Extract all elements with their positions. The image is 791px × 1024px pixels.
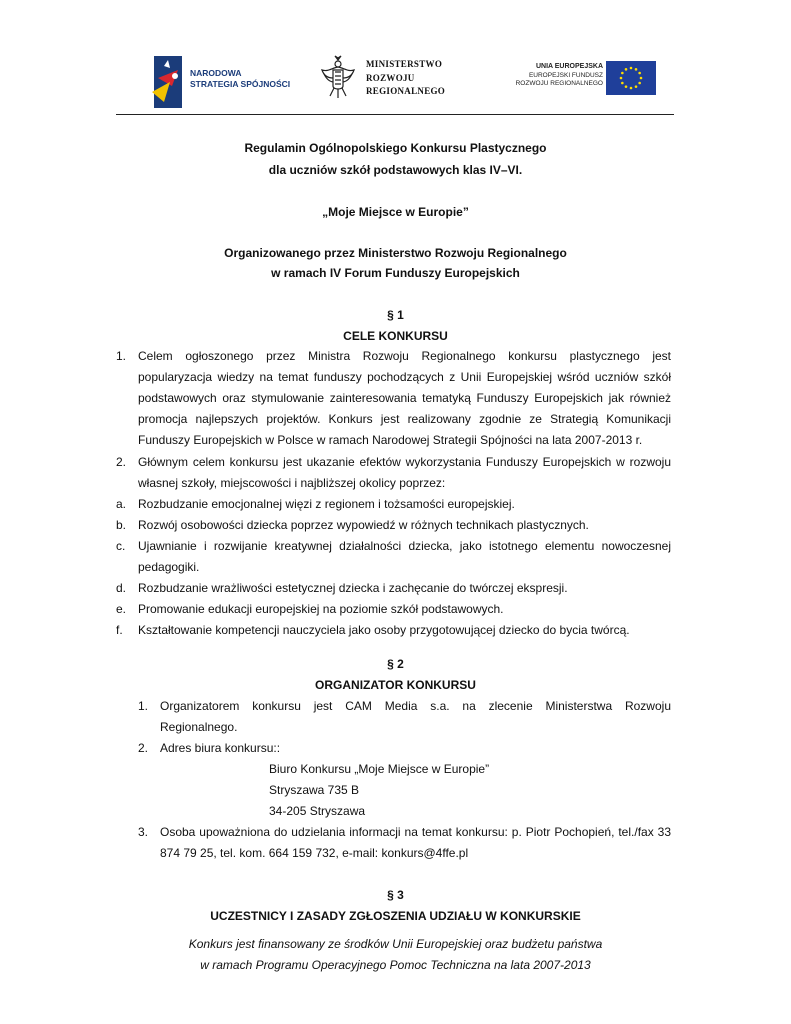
ministry-logo <box>318 54 478 102</box>
eu-line1: UNIA EUROPEJSKA <box>535 63 603 70</box>
s2-item3-line1: Osoba upoważniona do udzielania informacji na temat konkursu: p. Piotr Pochopień, tel./fax 33 <box>160 825 671 839</box>
s2-item3-number: 3. <box>138 825 149 839</box>
s2-item2-text: Adres biura konkursu:: <box>160 741 281 755</box>
nss-line2: STRATEGIA SPÓJNOŚCI <box>190 79 291 89</box>
s1-item1-number: 1. <box>116 349 127 363</box>
eu-logo-text <box>515 63 603 89</box>
nss-logo <box>148 52 291 112</box>
eu-star-icon <box>638 72 641 75</box>
s1-item1-line5: Funduszy Europejskich w Polsce w ramach Narodowej Strategii Spójności na lata 2007-2013 r. <box>138 433 643 447</box>
eagle-emblem-icon <box>318 54 358 100</box>
nss-line1: NARODOWA <box>190 68 242 78</box>
ministry-line3: REGIONALNEGO <box>366 86 446 96</box>
s1-item2-line1: Głównym celem konkursu jest ukazanie efektów wykorzystania Funduszy Europejskich w rozwoju <box>138 455 671 469</box>
eu-line3: ROZWOJU REGIONALNEGO <box>515 80 603 87</box>
eu-star-icon <box>630 87 633 90</box>
s1-sub-c-line2: pedagogiki. <box>138 560 200 574</box>
eu-line2: EUROPEJSKI FUNDUSZ <box>528 71 603 79</box>
s1-item2-number: 2. <box>116 455 127 469</box>
section2-symbol: § 2 <box>387 657 404 671</box>
s1-sub-d-text: Rozbudzanie wrażliwości estetycznej dziecka i zachęcanie do twórczej ekspresji. <box>138 581 568 595</box>
eu-star-icon <box>638 82 641 85</box>
s1-item1-line3: podstawowych oraz stymulowanie zainteresowania tematyką Funduszy Europejskich jak również <box>138 391 671 405</box>
title-motto: „Moje Miejsce w Europie” <box>322 205 469 219</box>
ministry-line2: ROZWOJU <box>366 72 415 83</box>
eu-star-icon <box>621 72 624 75</box>
s1-sub-b-letter: b. <box>116 518 127 532</box>
ministry-logo-text <box>366 58 445 99</box>
section1-heading: CELE KONKURSU <box>343 329 448 343</box>
footer-line2: w ramach Programu Operacyjnego Pomoc Techniczna na lata 2007-2013 <box>200 958 591 972</box>
section2-heading: ORGANIZATOR KONKURSU <box>315 678 476 692</box>
section1-symbol: § 1 <box>387 308 404 322</box>
s1-sub-f-letter: f. <box>116 623 123 637</box>
s1-sub-a-text: Rozbudzanie emocjonalnej więzi z regionem i tożsamości europejskiej. <box>138 497 515 511</box>
eu-flag-icon <box>606 61 656 95</box>
footer-line1: Konkurs jest finansowany ze środków Unii Europejskiej oraz budżetu państwa <box>188 937 603 951</box>
eu-star-icon <box>635 68 638 71</box>
s1-item1-line2: popularyzacja wiedzy na temat funduszy pochodzących z Unii Europejskiej wśród uczniów szkół <box>138 370 671 384</box>
s1-item1-line1: Celem ogłoszonego przez Ministra Rozwoju Regionalnego konkursu plastycznego jest <box>138 349 671 363</box>
s1-item1-line4: promocja najlepszych projektów. Konkurs jest realizowany zgodnie ze Strategią Komunikacji <box>138 412 671 426</box>
s2-item1-line2: Regionalnego. <box>160 720 238 734</box>
office-address-line3: 34-205 Stryszawa <box>269 804 366 818</box>
title-line2: dla uczniów szkół podstawowych klas IV–VI. <box>268 163 523 177</box>
organizer-line2: w ramach IV Forum Funduszy Europejskich <box>271 266 520 280</box>
s1-sub-b-text: Rozwój osobowości dziecka poprzez wypowiedź w różnych technikach plastycznych. <box>138 518 589 532</box>
eu-star-icon <box>630 67 633 70</box>
s2-item1-line1: Organizatorem konkursu jest CAM Media s.a. na zlecenie Ministerstwa Rozwoju <box>160 699 671 713</box>
eu-star-icon <box>620 77 623 80</box>
s2-item1-number: 1. <box>138 699 149 713</box>
office-address-line1: Biuro Konkursu „Moje Miejsce w Europie” <box>269 762 490 776</box>
s1-item2-line2: własnej szkoły, miejscowości i najbliższej okolicy poprzez: <box>138 476 446 490</box>
office-address-line2: Stryszawa 735 B <box>269 783 360 797</box>
section3-symbol: § 3 <box>387 888 404 902</box>
organizer-line1: Organizowanego przez Ministerstwo Rozwoju Regionalnego <box>224 246 567 260</box>
s1-sub-c-line1: Ujawnianie i rozwijanie kreatywnej działalności dziecka, jako istotnego elementu nowoczesnej <box>138 539 671 553</box>
eu-star-icon <box>625 68 628 71</box>
s2-item3-line2: 874 79 25, tel. kom. 664 159 732, e-mail: konkurs@4ffe.pl <box>160 846 469 860</box>
eu-star-icon <box>625 85 628 88</box>
nss-logo-text <box>190 68 290 90</box>
title-line1: Regulamin Ogólnopolskiego Konkursu Plastycznego <box>244 141 547 155</box>
s1-sub-e-letter: e. <box>116 602 127 616</box>
s1-sub-a-letter: a. <box>116 497 127 511</box>
s1-sub-f-text: Kształtowanie kompetencji nauczyciela jako osoby przygotowującej dziecko do bycia twórcą. <box>138 623 630 637</box>
section3-heading: UCZESTNICY I ZASADY ZGŁOSZENIA UDZIAŁU W KONKURSKIE <box>210 909 581 923</box>
eu-star-icon <box>640 77 643 80</box>
s2-item2-number: 2. <box>138 741 149 755</box>
s1-sub-e-text: Promowanie edukacji europejskiej na poziomie szkół podstawowych. <box>138 602 504 616</box>
header-divider <box>116 114 674 115</box>
s1-sub-c-letter: c. <box>116 539 126 553</box>
s1-sub-d-letter: d. <box>116 581 127 595</box>
nss-emblem-icon <box>148 52 188 112</box>
eu-star-icon <box>621 82 624 85</box>
ministry-line1: MINISTERSTWO <box>366 59 443 69</box>
eu-star-icon <box>635 85 638 88</box>
